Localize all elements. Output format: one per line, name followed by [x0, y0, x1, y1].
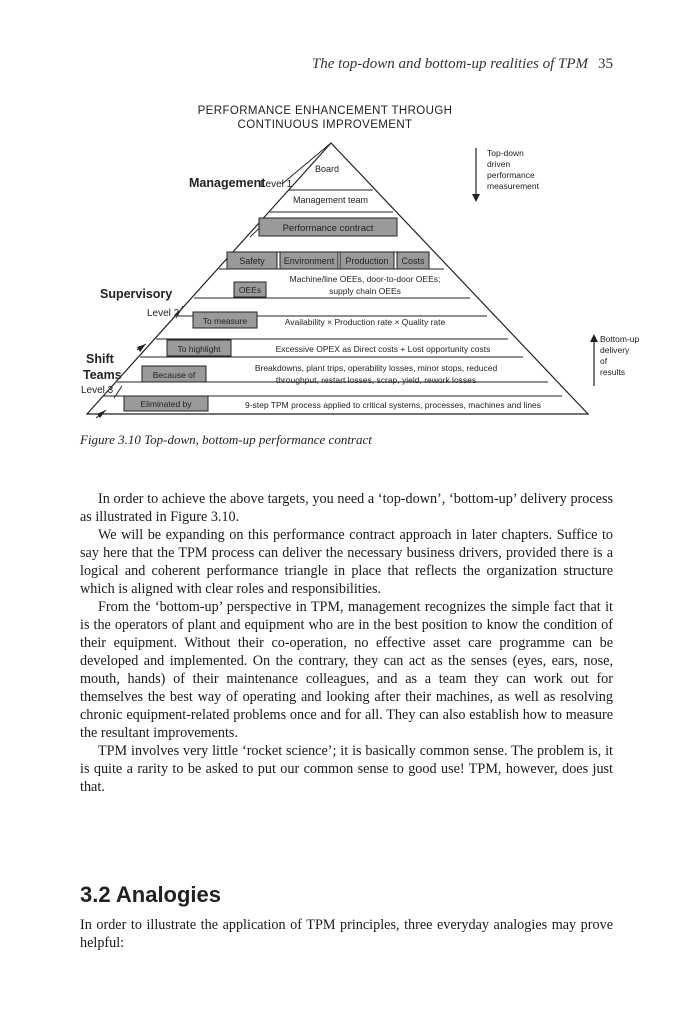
bottomup-note-line3: of: [600, 356, 608, 366]
to-highlight-text: Excessive OPEX as Direct costs + Lost opportunity costs: [275, 344, 491, 354]
figure-caption: Figure 3.10 Top-down, bottom-up performance contract: [80, 432, 372, 447]
category-environment: Environment: [283, 256, 335, 266]
category-production: Production: [345, 256, 389, 266]
level-management-label: Management: [189, 176, 266, 190]
oees-box-label: OEEs: [238, 285, 262, 295]
level2-label: Level 2: [147, 308, 180, 319]
level3-label: Level 3: [81, 385, 114, 396]
body-text: [80, 490, 613, 796]
figure-title-line1: PERFORMANCE ENHANCEMENT THROUGH: [197, 105, 453, 117]
running-title: The top-down and bottom-up realities of TPM: [311, 56, 588, 72]
section-heading: 3.2 Analogies: [80, 882, 222, 907]
because-of-text-line1: Breakdowns, plant trips, operability losses, minor stops, reduced: [254, 363, 498, 373]
to-measure-box-label: To measure: [202, 316, 248, 326]
to-highlight-box-label: To highlight: [177, 344, 221, 354]
paragraph: TPM involves very little ‘rocket science’; it is basically common sense. The problem is, it is quite a rarity to be asked to put our common sense to good use! TPM, however, does just that.: [80, 743, 613, 795]
because-of-box-label: Because of: [152, 370, 196, 380]
bottomup-note-line2: delivery: [600, 345, 630, 355]
arrowhead: [590, 334, 598, 342]
category-costs: Costs: [401, 256, 425, 266]
bottomup-note-line4: results: [600, 367, 626, 377]
eliminated-by-box-label: Eliminated by: [140, 399, 192, 409]
paragraph: From the ‘bottom-up’ perspective in TPM, management recognizes the simple fact that it is the operators of plant and equipment who are in the best position to know the condition of their equipment. Without their co-operation, no effective asset care programme can be developed and implemented. On the contrary, they can act as the senses (eyes, ears, nose, mouth, hands) of their maintenance colleagues, and as a team they can work out for themselves the best way of operating and looking after their machines, as well as resolving chronic equipment-related problems once and for all. They can also establish how to measure the resultant improvements.: [80, 599, 613, 741]
oees-text-line1: Machine/line OEEs, door-to-door OEEs;: [289, 274, 441, 284]
board-label: Board: [315, 164, 340, 174]
oees-text-line2: supply chain OEEs: [329, 286, 401, 296]
category-safety: Safety: [239, 256, 265, 266]
paragraph: In order to achieve the above targets, you need a ‘top-down’, ‘bottom-up’ delivery process as illustrated in Figure 3.10.: [80, 491, 613, 525]
bottomup-note-line1: Bottom-up: [600, 334, 640, 344]
performance-contract-label: Performance contract: [282, 223, 374, 234]
topdown-note-line4: measurement: [487, 181, 539, 191]
performance-pyramid-diagram: [0, 0, 675, 430]
because-of-text-line2: throughput, restart losses, scrap, yield, rework losses: [275, 375, 477, 385]
arrowhead: [472, 194, 480, 202]
figure-title-line2: CONTINUOUS IMPROVEMENT: [237, 119, 413, 131]
page-number: 35: [598, 56, 613, 72]
level1-label: Level 1: [260, 179, 293, 190]
topdown-note-line2: driven: [487, 159, 511, 169]
level-shift-label: Shift: [86, 352, 114, 366]
level-supervisory-label: Supervisory: [100, 287, 173, 301]
topdown-note-line3: performance: [487, 170, 535, 180]
to-measure-text: Availability × Production rate × Quality rate: [284, 317, 446, 327]
section-intro: In order to illustrate the application of TPM principles, three everyday analogies may prove helpful:: [80, 917, 613, 951]
paragraph: We will be expanding on this performance contract approach in later chapters. Suffice to say here that the TPM process can deliver the necessary business drivers, provided there is a logical and coherent performance triangle in place that reflects the organization structure which is aligned with clear roles and responsibilities.: [80, 527, 613, 597]
management-team-label: Management team: [293, 195, 369, 205]
eliminated-by-text: 9-step TPM process applied to critical systems, processes, machines and lines: [244, 400, 542, 410]
topdown-note-line1: Top-down: [487, 148, 524, 158]
level-teams-label: Teams: [83, 368, 122, 382]
